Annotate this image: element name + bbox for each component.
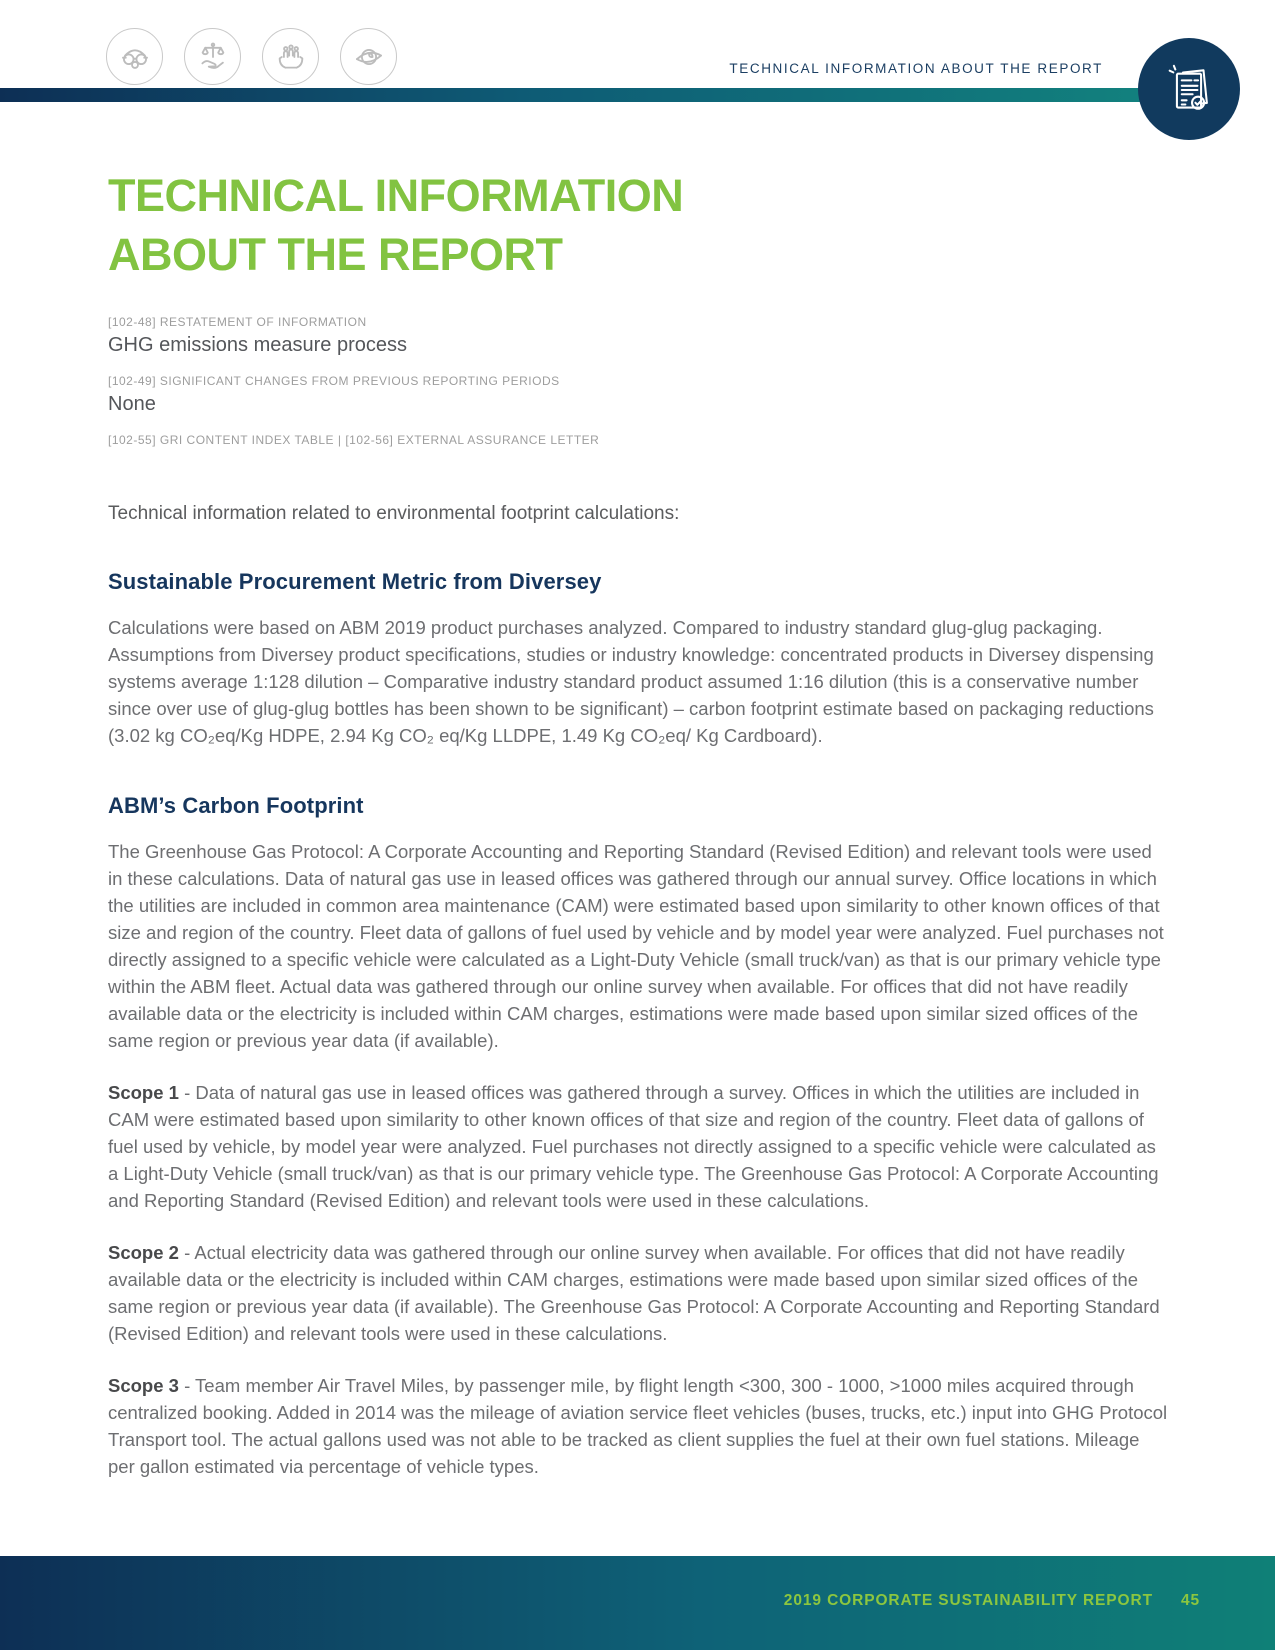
gri-value-102-48: GHG emissions measure process (108, 333, 407, 356)
chapter-badge (1138, 38, 1240, 140)
scope-3-paragraph (108, 1372, 1170, 1480)
hands-people-icon (262, 28, 319, 85)
globe-leaf-icon (340, 28, 397, 85)
report-checklist-icon (1160, 58, 1218, 121)
scope-2-label: Scope 2 (108, 1241, 179, 1263)
scope-1-paragraph (108, 1079, 1170, 1214)
gri-value-102-49: None (108, 392, 156, 415)
page-title-line2: ABOUT THE REPORT (108, 229, 563, 281)
content-column (108, 166, 1170, 1505)
scales-in-hand-icon (184, 28, 241, 85)
scope-1-label: Scope 1 (108, 1081, 179, 1103)
footer-report-title: 2019 CORPORATE SUSTAINABILITY REPORT (783, 1592, 1153, 1609)
header-kicker: TECHNICAL INFORMATION ABOUT THE REPORT (729, 61, 1103, 76)
gri-label-102-48: [102-48] RESTATEMENT OF INFORMATION (108, 314, 367, 329)
pillar-icons (106, 28, 397, 85)
footer-line (784, 1592, 1200, 1610)
page-title (108, 166, 1170, 285)
scope-2-paragraph (108, 1239, 1170, 1347)
section-paragraph-diversey: Calculations were based on ABM 2019 product purchases analyzed. Compared to industry standard glug-glug packaging. Assumptions from Diversey product specifications, studies or industry knowledge: concentrated products in Diversey dispensing systems average 1:128 dilution – Comparative industry standard product assumed 1:16 dilution (this is a conservative number since over use of glug-glug bottles has been shown to be significant) – carbon footprint estimate based on packaging reductions (3.02 kg CO₂eq/Kg HDPE, 2.94 Kg CO₂ eq/Kg LLDPE, 1.49 Kg CO₂eq/ Kg Cardboard). (108, 616, 1154, 746)
scope-2-text: - Actual electricity data was gathered through our online survey when available. For offices that did not have readily available data or the electricity is included within CAM charges, estimations were made based upon similar sized offices of the same region or previous year data (if available). The Greenhouse Gas Protocol: A Corporate Accounting and Reporting Standard (Revised Edition) and relevant tools were used in these calculations. (108, 1241, 1160, 1344)
section-heading-diversey: Sustainable Procurement Metric from Diversey (108, 568, 602, 594)
scope-1-text: - Data of natural gas use in leased offices was gathered through a survey. Offices in which the utilities are included in CAM were estimated based upon similarity to other known offices of that size and region of the country. Fleet data of gallons of fuel used by vehicle, by model year were analyzed. Fuel purchases not directly assigned to a specific vehicle were calculated as a Light-Duty Vehicle (small truck/van) as that is our primary vehicle type. The Greenhouse Gas Protocol: A Corporate Accounting and Reporting Standard (Revised Edition) and relevant tools were used in these calculations. (108, 1081, 1159, 1211)
section-paragraph-carbon-footprint: The Greenhouse Gas Protocol: A Corporate Accounting and Reporting Standard (Revised Edition) and relevant tools were used in these calculations. Data of natural gas use in leased offices was gathered through our annual survey. Office locations in which the utilities are included in common area maintenance (CAM) were estimated based upon similarity to other known offices of that size and region of the country. Fleet data of gallons of fuel used by vehicle and by model year were analyzed. Fuel purchases not directly assigned to a specific vehicle were calculated as a Light-Duty Vehicle (small truck/van) as that is our primary vehicle type within the ABM fleet. Actual data was gathered through our online survey when available. For offices that did not have readily available data or the electricity is included within CAM charges, estimations were made based upon similar sized offices of the same region or previous year data (if available). (108, 840, 1164, 1051)
header-gradient-band (0, 88, 1162, 102)
binoculars-icon (106, 28, 163, 85)
gri-label-102-49: [102-49] SIGNIFICANT CHANGES FROM PREVIOUS REPORTING PERIODS (108, 373, 560, 388)
footer-band (0, 1556, 1275, 1650)
gri-references (108, 315, 1170, 447)
scope-3-label: Scope 3 (108, 1374, 179, 1396)
page-title-line1: TECHNICAL INFORMATION (108, 170, 684, 221)
intro-line: Technical information related to environmental footprint calculations: (108, 502, 680, 524)
gri-label-102-55-56: [102-55] GRI CONTENT INDEX TABLE | [102-56] EXTERNAL ASSURANCE LETTER (108, 432, 600, 447)
footer-page-number: 45 (1180, 1592, 1200, 1609)
scope-3-text: - Team member Air Travel Miles, by passenger mile, by flight length <300, 300 - 1000, >1000 miles acquired through centralized booking. Added in 2014 was the mileage of aviation service fleet vehicles (buses, trucks, etc.) input into GHG Protocol Transport tool. The actual gallons used was not able to be tracked as client supplies the fuel at their own fuel stations. Mileage per gallon estimated via percentage of vehicle types. (108, 1374, 1168, 1477)
section-heading-carbon-footprint: ABM’s Carbon Footprint (108, 792, 364, 818)
